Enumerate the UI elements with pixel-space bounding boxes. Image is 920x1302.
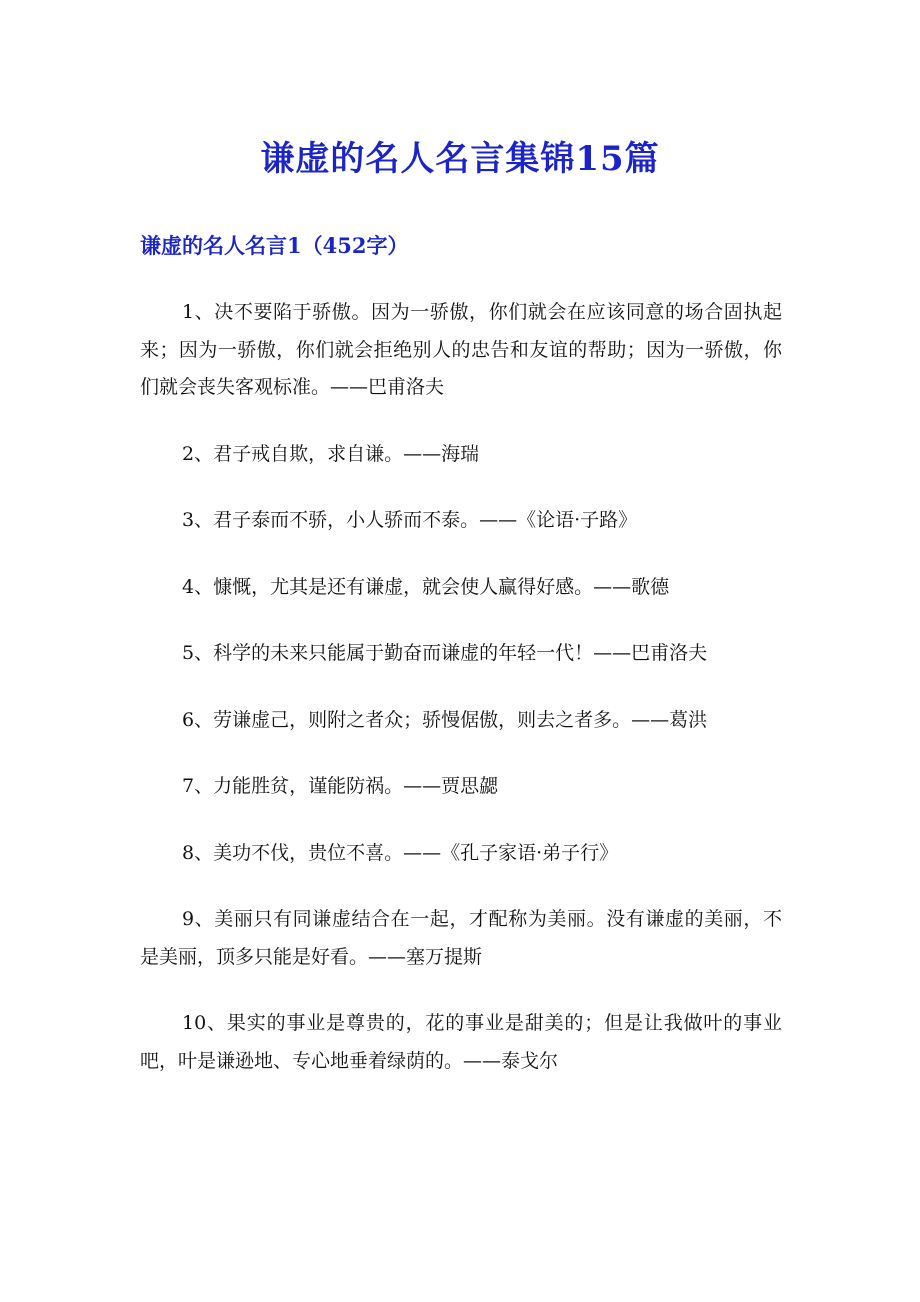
quote-item: 4、慷慨，尤其是还有谦虚，就会使人赢得好感。——歌德 [182, 575, 670, 598]
section-heading: 谦虚的名人名言1（452字） [140, 233, 409, 258]
quote-item: 10、果实的事业是尊贵的，花的事业是甜美的；但是让我做叶的事业吧，叶是谦逊地、专心地垂着绿荫的。——泰戈尔 [140, 1012, 782, 1072]
quote-item: 5、科学的未来只能属于勤奋而谦虚的年轻一代！——巴甫洛夫 [182, 642, 708, 664]
quote-list [140, 294, 782, 1109]
quote-item: 3、君子泰而不骄，小人骄而不泰。——《论语·子路》 [182, 509, 638, 531]
quote-item: 6、劳谦虚己，则附之者众；骄慢倨傲，则去之者多。——葛洪 [182, 708, 708, 731]
quote-item: 8、美功不伐，贵位不喜。——《孔子家语·弟子行》 [182, 841, 619, 864]
quote-item: 9、美丽只有同谦虚结合在一起，才配称为美丽。没有谦虚的美丽，不是美丽，顶多只能是好看。——塞万提斯 [140, 908, 782, 968]
document-title: 谦虚的名人名言集锦15篇 [260, 139, 660, 179]
quote-item: 2、君子戒自欺，求自谦。——海瑞 [182, 442, 480, 465]
quote-item: 1、决不要陷于骄傲。因为一骄傲，你们就会在应该同意的场合固执起来；因为一骄傲，你们就会拒绝别人的忠告和友谊的帮助；因为一骄傲，你们就会丧失客观标准。——巴甫洛夫 [140, 301, 782, 398]
quote-item: 7、力能胜贫，谨能防祸。——贾思勰 [182, 775, 499, 797]
